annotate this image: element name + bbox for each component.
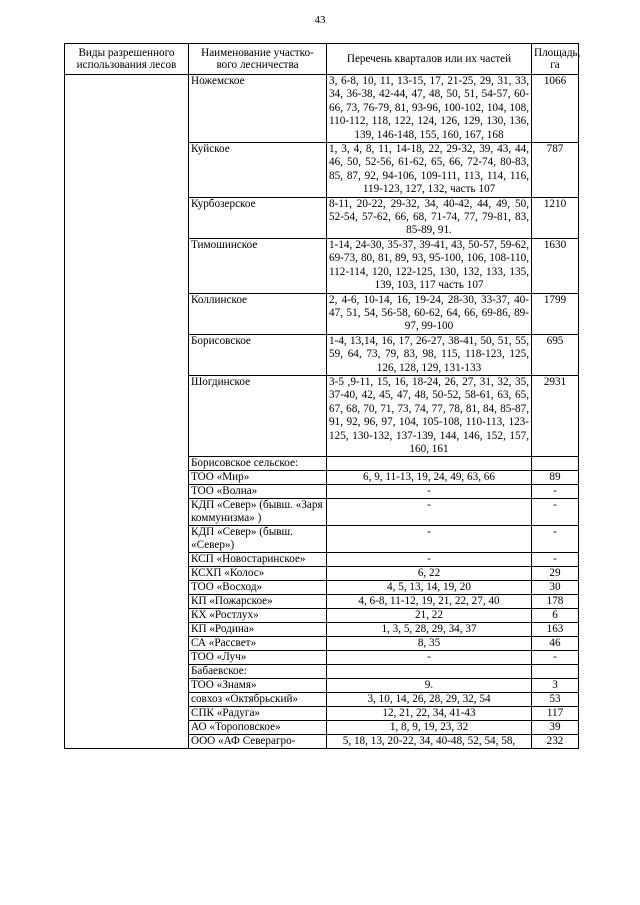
holding-area: 117 (532, 707, 579, 721)
forestry-name: Шогдинское (189, 375, 327, 456)
holding-quarters: 4, 5, 13, 14, 19, 20 (327, 581, 532, 595)
forestry-area: 787 (532, 143, 579, 198)
holding-area: 30 (532, 581, 579, 595)
forestry-quarters: 1-4, 13,14, 16, 17, 26-27, 38-41, 50, 51, 55, 59, 64, 73, 79, 83, 98, 115, 118-123, 125, 126, 128, 129, 131-133 (327, 334, 532, 375)
holding-quarters: 8, 35 (327, 637, 532, 651)
holding-area: 29 (532, 567, 579, 581)
forestry-area: 2931 (532, 375, 579, 456)
forestry-quarters: 2, 4-6, 10-14, 16, 19-24, 28-30, 33-37, 40-47, 51, 54, 56-58, 60-62, 64, 66, 69-86, 89-97, 99-100 (327, 293, 532, 334)
holding-quarters: 5, 18, 13, 20-22, 34, 40-48, 52, 54, 58, (327, 735, 532, 749)
holding-quarters: 9. (327, 679, 532, 693)
holding-name: совхоз «Октябрьский» (189, 693, 327, 707)
holding-area: 39 (532, 721, 579, 735)
forestry-name: Тимошинское (189, 238, 327, 293)
holding-name: КХ «Ростлух» (189, 609, 327, 623)
holding-quarters: 21, 22 (327, 609, 532, 623)
holding-quarters: 6, 9, 11-13, 19, 24, 49, 63, 66 (327, 471, 532, 485)
use-cell (65, 75, 189, 749)
holding-name: КП «Родина» (189, 623, 327, 637)
forestry-area: 1210 (532, 197, 579, 238)
page-number: 43 (314, 14, 326, 26)
forestry-name: Курбозерское (189, 197, 327, 238)
forestry-area: 695 (532, 334, 579, 375)
holding-quarters: - (327, 499, 532, 526)
forestry-area: 1066 (532, 75, 579, 143)
forestry-name: Коллинское (189, 293, 327, 334)
holding-area: 6 (532, 609, 579, 623)
holding-name: КП «Пожарское» (189, 595, 327, 609)
holding-name: ТОО «Мир» (189, 471, 327, 485)
holding-area: - (532, 553, 579, 567)
holding-area: - (532, 499, 579, 526)
forestry-quarters: 1, 3, 4, 8, 11, 14-18, 22, 29-32, 39, 43, 44, 46, 50, 52-56, 61-62, 65, 66, 72-74, 80-83, 85, 87, 92, 94-106, 109-111, 113, 114, 116, 119-123, 127, 132, часть 107 (327, 143, 532, 198)
holding-area (532, 665, 579, 679)
forest-use-table (64, 43, 579, 749)
forestry-quarters: 3, 6-8, 10, 11, 13-15, 17, 21-25, 29, 31, 33, 34, 36-38, 42-44, 47, 48, 50, 51, 54-57, 60-66, 73, 76-79, 81, 93-96, 100-102, 104, 108, 110-112, 118, 122, 124, 126, 129, 130, 136, 139, 146-148, 155, 160, 167, 168 (327, 75, 532, 143)
holding-area: 178 (532, 595, 579, 609)
header-area: Площадь, га (532, 44, 579, 75)
holding-quarters (327, 665, 532, 679)
holding-area: - (532, 485, 579, 499)
holding-name: Бабаевское: (189, 665, 327, 679)
holding-name: Борисовское сельское: (189, 457, 327, 471)
holding-area: - (532, 526, 579, 553)
holding-area: 46 (532, 637, 579, 651)
holding-quarters: - (327, 553, 532, 567)
header-use: Виды разрешенного использования лесов (65, 44, 189, 75)
header-quarters: Перечень кварталов или их частей (327, 44, 532, 75)
holding-name: КДП «Север» (бывш. «Север») (189, 526, 327, 553)
holding-area: 232 (532, 735, 579, 749)
holding-name: ООО «АФ Северагро- (189, 735, 327, 749)
holding-area: 163 (532, 623, 579, 637)
holding-name: ТОО «Знамя» (189, 679, 327, 693)
holding-area: 3 (532, 679, 579, 693)
holding-quarters: - (327, 526, 532, 553)
holding-name: СПК «Радуга» (189, 707, 327, 721)
holding-quarters: - (327, 485, 532, 499)
forestry-name: Ножемское (189, 75, 327, 143)
holding-name: КСП «Новостаринское» (189, 553, 327, 567)
holding-quarters: 6, 22 (327, 567, 532, 581)
holding-quarters: - (327, 651, 532, 665)
forestry-name: Борисовское (189, 334, 327, 375)
table-header-row (65, 44, 579, 75)
holding-quarters (327, 457, 532, 471)
header-forestry: Наименование участко-вого лесничества (189, 44, 327, 75)
forestry-name: Куйское (189, 143, 327, 198)
forestry-quarters: 3-5 ,9-11, 15, 16, 18-24, 26, 27, 31, 32, 35, 37-40, 42, 45, 47, 48, 50-52, 58-61, 63, 65, 67, 68, 70, 71, 73, 74, 77, 78, 81, 84, 85-87, 91, 92, 96, 97, 104, 105-108, 110-113, 123-125, 130-132, 137-139, 144, 146, 152, 157, 160, 161 (327, 375, 532, 456)
holding-name: ТОО «Луч» (189, 651, 327, 665)
forestry-row (65, 75, 579, 143)
holding-area (532, 457, 579, 471)
forestry-quarters: 1-14, 24-30, 35-37, 39-41, 43, 50-57, 59-62, 69-73, 80, 81, 89, 93, 95-100, 106, 108-110, 112-114, 120, 122-125, 130, 132, 133, 135, 139, 103, 117 часть 107 (327, 238, 532, 293)
holding-name: ТОО «Волна» (189, 485, 327, 499)
holding-area: 89 (532, 471, 579, 485)
holding-quarters: 1, 8, 9, 19, 23, 32 (327, 721, 532, 735)
holding-quarters: 12, 21, 22, 34, 41-43 (327, 707, 532, 721)
holding-name: ТОО «Восход» (189, 581, 327, 595)
holding-quarters: 4, 6-8, 11-12, 19, 21, 22, 27, 40 (327, 595, 532, 609)
table-body (65, 75, 579, 749)
holding-quarters: 1, 3, 5, 28, 29, 34, 37 (327, 623, 532, 637)
forestry-area: 1799 (532, 293, 579, 334)
forestry-area: 1630 (532, 238, 579, 293)
holding-name: КСХП «Колос» (189, 567, 327, 581)
holding-area: 53 (532, 693, 579, 707)
holding-name: КДП «Север» (бывш. «Заря коммунизма» ) (189, 499, 327, 526)
holding-name: АО «Тороповское» (189, 721, 327, 735)
holding-area: - (532, 651, 579, 665)
holding-quarters: 3, 10, 14, 26, 28, 29, 32, 54 (327, 693, 532, 707)
forestry-quarters: 8-11, 20-22, 29-32, 34, 40-42, 44, 49, 50, 52-54, 57-62, 66, 68, 71-74, 77, 79-81, 83, 85-89, 91. (327, 197, 532, 238)
holding-name: СА «Рассвет» (189, 637, 327, 651)
